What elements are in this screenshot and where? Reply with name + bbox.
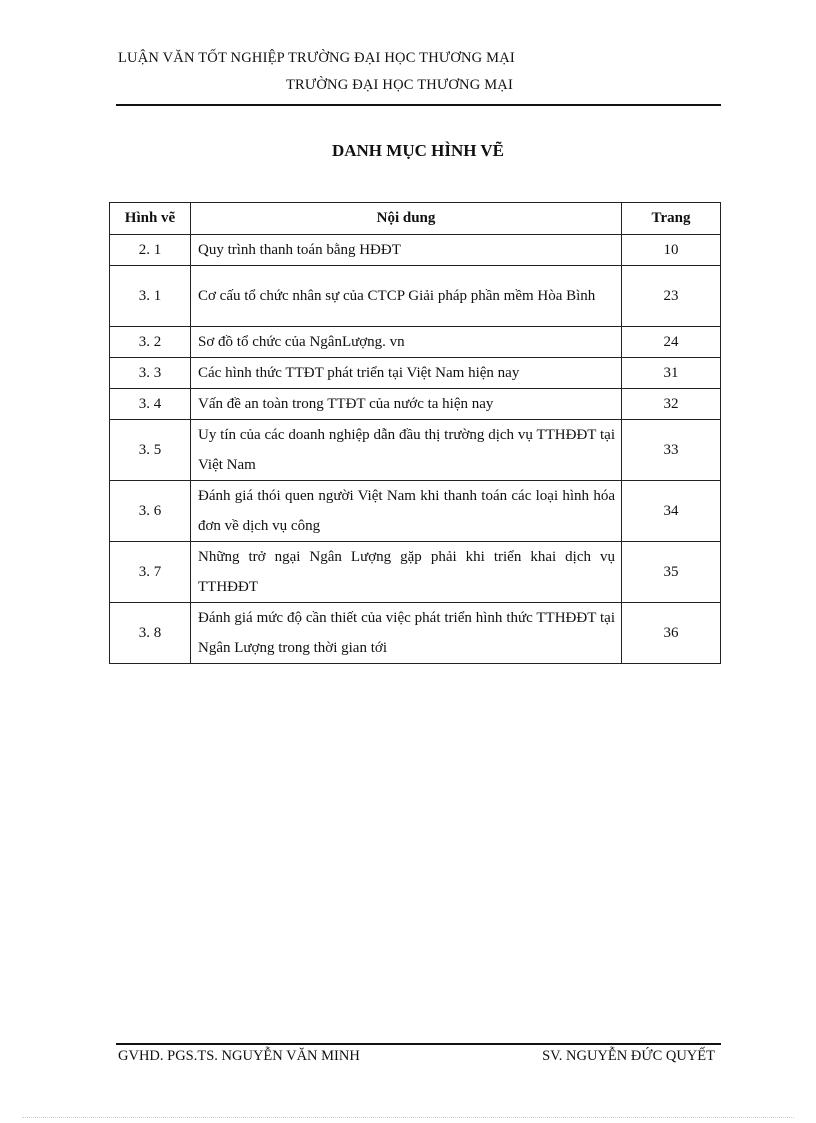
page-title: DANH MỤC HÌNH VẼ xyxy=(331,141,505,160)
page-number: 23 xyxy=(622,266,721,327)
page-number: 35 xyxy=(622,542,721,603)
page-number: 34 xyxy=(622,481,721,542)
footer-supervisor: GVHD. PGS.TS. NGUYỄN VĂN MINH xyxy=(118,1048,360,1064)
figure-number: 3. 5 xyxy=(110,420,191,481)
figure-number: 3. 4 xyxy=(110,389,191,420)
page-number: 31 xyxy=(622,358,721,389)
page-number: 24 xyxy=(622,327,721,358)
col-header-content: Nội dung xyxy=(191,203,622,235)
figure-number: 3. 3 xyxy=(110,358,191,389)
table-row xyxy=(110,358,721,389)
table-row xyxy=(110,327,721,358)
figure-caption: Vấn đề an toàn trong TTĐT của nước ta hiện nay xyxy=(191,389,622,420)
col-header-figure: Hình vẽ xyxy=(110,203,191,235)
figure-number: 3. 8 xyxy=(110,603,191,664)
figure-number: 3. 6 xyxy=(110,481,191,542)
table-row xyxy=(110,481,721,542)
figure-caption: Những trở ngại Ngân Lượng gặp phải khi triển khai dịch vụ TTHĐĐT xyxy=(191,542,622,603)
table-row xyxy=(110,266,721,327)
table-row xyxy=(110,389,721,420)
figure-caption: Cơ cấu tổ chức nhân sự của CTCP Giải pháp phần mềm Hòa Bình xyxy=(191,266,622,327)
table-row xyxy=(110,603,721,664)
figure-caption: Đánh giá mức độ cần thiết của việc phát triển hình thức TTHĐĐT tại Ngân Lượng trong thời gian tới xyxy=(191,603,622,664)
figure-caption: Uy tín của các doanh nghiệp dẫn đầu thị trường dịch vụ TTHĐĐT tại Việt Nam xyxy=(191,420,622,481)
figure-caption: Quy trình thanh toán bằng HĐĐT xyxy=(191,235,622,266)
page-bottom-border xyxy=(22,1117,794,1118)
running-header-line2: TRƯỜNG ĐẠI HỌC THƯƠNG MẠI xyxy=(286,77,514,93)
footer-student: SV. NGUYỄN ĐỨC QUYẾT xyxy=(542,1048,715,1064)
figure-number: 3. 7 xyxy=(110,542,191,603)
col-header-page: Trang xyxy=(622,203,721,235)
figure-caption: Đánh giá thói quen người Việt Nam khi thanh toán các loại hình hóa đơn về dịch vụ công xyxy=(191,481,622,542)
page-number: 32 xyxy=(622,389,721,420)
header-rule xyxy=(116,104,721,106)
figure-number: 3. 2 xyxy=(110,327,191,358)
figure-list-table xyxy=(109,202,721,664)
table-row xyxy=(110,235,721,266)
figure-caption: Các hình thức TTĐT phát triển tại Việt Nam hiện nay xyxy=(191,358,622,389)
figure-number: 2. 1 xyxy=(110,235,191,266)
table-row xyxy=(110,420,721,481)
figure-number: 3. 1 xyxy=(110,266,191,327)
running-header-line1: LUẬN VĂN TỐT NGHIỆP TRƯỜNG ĐẠI HỌC THƯƠNG MẠI xyxy=(118,50,515,66)
figure-caption: Sơ đồ tổ chức của NgânLượng. vn xyxy=(191,327,622,358)
page-number: 33 xyxy=(622,420,721,481)
page-number: 10 xyxy=(622,235,721,266)
table-header-row xyxy=(110,203,721,235)
table-row xyxy=(110,542,721,603)
page-number: 36 xyxy=(622,603,721,664)
footer-rule xyxy=(116,1043,721,1045)
